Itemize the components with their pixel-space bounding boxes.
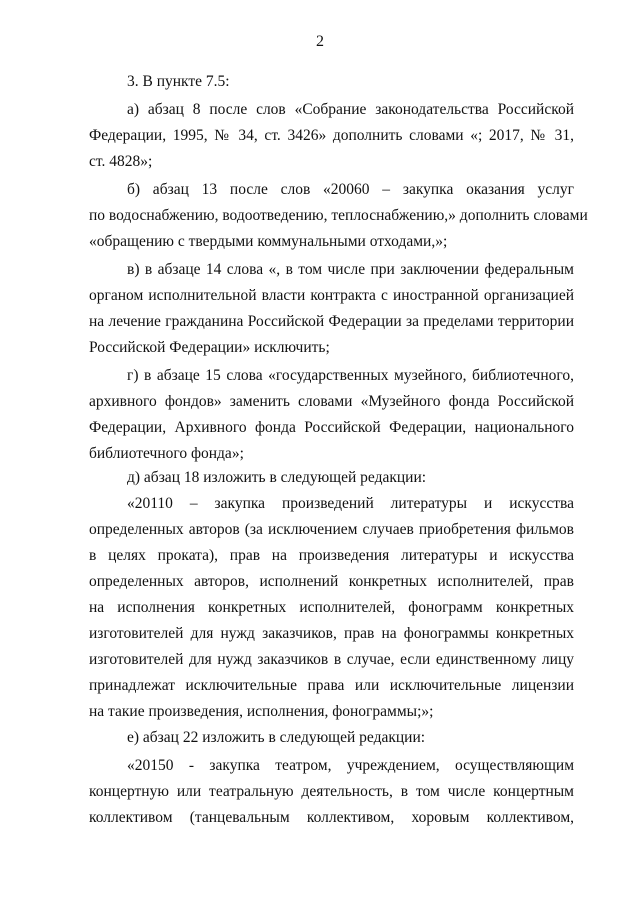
quote-20110-line: определенных авторов (за исключением случаев приобретения фильмов <box>89 521 574 538</box>
paragraph-v-line: органом исполнительной власти контракта с иностранной организацией <box>89 287 574 304</box>
item-3-heading: 3. В пункте 7.5: <box>127 73 230 90</box>
paragraph-b-line: «обращению с твердыми коммунальными отходами,»; <box>89 233 448 250</box>
paragraph-b-line: б) абзац 13 после слов «20060 – закупка оказания услуг <box>127 181 574 198</box>
paragraph-a-line: Федерации, 1995, № 34, ст. 3426» дополнить словами «; 2017, № 31, <box>89 127 574 144</box>
paragraph-d-line: д) абзац 18 изложить в следующей редакции: <box>127 469 427 486</box>
paragraph-g-line: г) в абзаце 15 слова «государственных музейного, библиотечного, <box>127 367 574 384</box>
paragraph-b-line: по водоснабжению, водоотведению, теплоснабжению,» дополнить словами <box>89 207 588 224</box>
quote-20110-line: принадлежат исключительные права или исключительные лицензии <box>89 677 574 694</box>
paragraph-v-line: на лечение гражданина Российской Федерации за пределами территории <box>89 313 574 330</box>
quote-20150-line: коллективом (танцевальным коллективом, хоровым коллективом, <box>89 809 574 826</box>
paragraph-e-line: е) абзац 22 изложить в следующей редакции: <box>127 729 426 746</box>
paragraph-g-line: Федерации, Архивного фонда Российской Федерации, национального <box>89 419 574 436</box>
quote-20110-line: изготовителей для нужд заказчиков в случае, если единственному лицу <box>89 651 574 668</box>
paragraph-a-line: а) абзац 8 после слов «Собрание законодательства Российской <box>127 101 574 118</box>
paragraph-v-line: в) в абзаце 14 слова «, в том числе при заключении федеральным <box>127 261 574 278</box>
quote-20110-line: изготовителей для нужд заказчиков, прав на фонограммы конкретных <box>89 625 574 642</box>
quote-20110-line: определенных авторов, исполнений конкретных исполнителей, прав <box>89 573 574 590</box>
paragraph-g-line: архивного фондов» заменить словами «Музейного фонда Российской <box>89 393 574 410</box>
paragraph-v-line: Российской Федерации» исключить; <box>89 339 330 356</box>
page-number: 2 <box>316 33 324 50</box>
quote-20110-line: на такие произведения, исполнения, фонограммы;»; <box>89 703 434 720</box>
quote-20150-line: «20150 - закупка театром, учреждением, осуществляющим <box>127 757 574 774</box>
paragraph-g-line: библиотечного фонда»; <box>89 445 244 462</box>
quote-20110-line: «20110 – закупка произведений литературы и искусства <box>127 495 574 512</box>
quote-20110-line: в целях проката), прав на произведения литературы и искусства <box>89 547 574 564</box>
paragraph-a-line: ст. 4828»; <box>89 153 153 170</box>
quote-20110-line: на исполнения конкретных исполнителей, фонограмм конкретных <box>89 599 574 616</box>
quote-20150-line: концертную или театральную деятельность, в том числе концертным <box>89 783 574 800</box>
